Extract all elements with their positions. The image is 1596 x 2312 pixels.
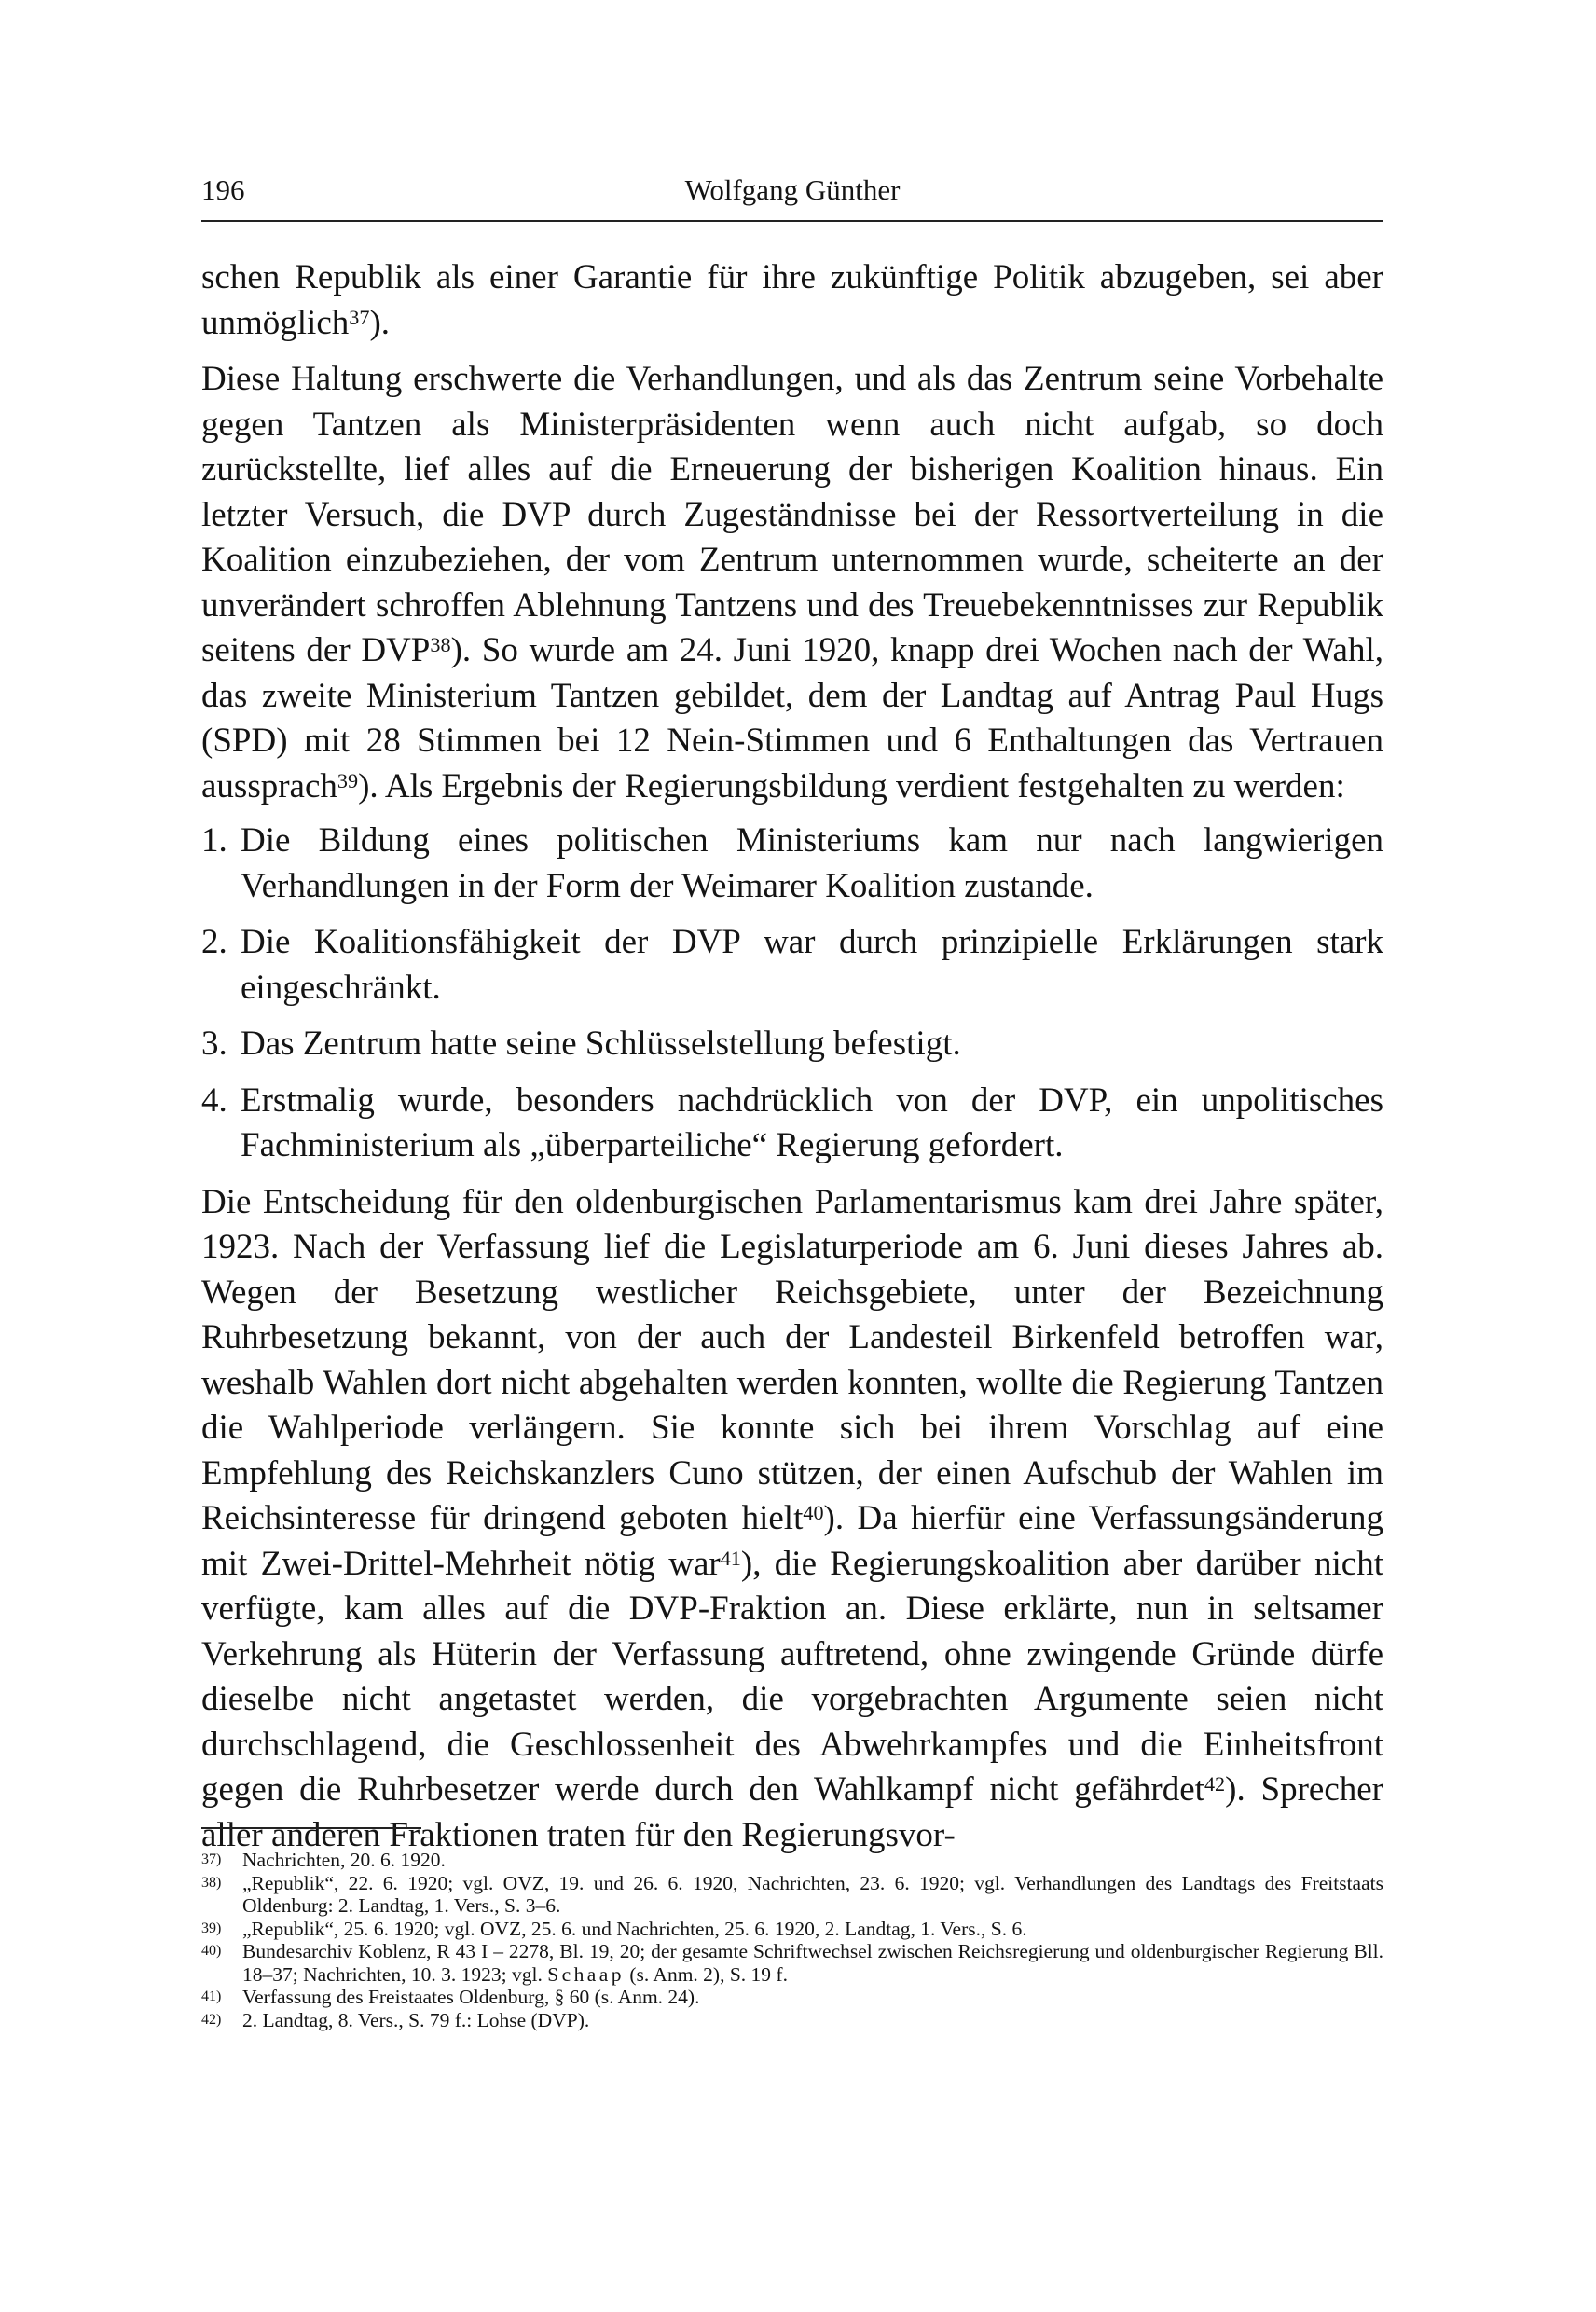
paragraph-3: [201, 1180, 1383, 1859]
footnote-text: Nachrichten, 20. 6. 1920.: [242, 1849, 446, 1871]
footnote-text: 2. Landtag, 8. Vers., S. 79 f.: Lohse (DVP).: [242, 2008, 590, 2031]
list-number: 1.: [201, 821, 227, 860]
paragraph-2-part-b: ). So wurde am 24. Juni 1920, knapp drei Wochen nach der Wahl, das zweite Ministerium Tantzen gebildet, dem der Landtag auf Antrag Paul Hugs (SPD) mit 28 Stimmen bei 12 Nein-Stimmen und 6 Enthaltungen das Vertrauen aussprach: [201, 631, 1383, 805]
footnote-37: [201, 1849, 1383, 1872]
footnote-text: „Republik“, 22. 6. 1920; vgl. OVZ, 19. und 26. 6. 1920, Nachrichten, 23. 6. 1920; vgl. Verhandlungen des Landtags des Freitstaats Oldenburg: 2. Landtag, 1. Vers., S. 3–6.: [242, 1871, 1383, 1917]
footnote-39: [201, 1918, 1383, 1941]
paragraph-3-part-a: Die Entscheidung für den oldenburgischen Parlamentarismus kam drei Jahre später, 1923. Nach der Verfassung lief die Legislaturperiode am 6. Juni dieses Jahres ab. Wegen der Besetzung westlicher Reichsgebiete, unter der Bezeichnung Ruhrbesetzung bekannt, von der auch der Landesteil Birkenfeld betroffen war, weshalb Wahlen dort nicht abgehalten werden konnten, wollte die Regierung Tantzen die Wahlperiode verlängern. Sie konnte sich bei ihrem Vorschlag auf eine Empfehlung des Reichskanzlers Cuno stützen, der einen Aufschub der Wahlen im Reichsinteresse für dringend geboten hielt: [201, 1182, 1383, 1537]
footnote-mark: 39): [201, 1920, 222, 1936]
footnote-text: Verfassung des Freistaates Oldenburg, § 60 (s. Anm. 24).: [242, 1986, 700, 2008]
list-number: 2.: [201, 923, 227, 961]
footnote-text-end: (s. Anm. 2), S. 19 f.: [624, 1962, 788, 1986]
paragraph-2-part-c: ). Als Ergebnis der Regierungsbildung verdient festgehalten zu werden:: [358, 766, 1345, 805]
footnote-ref-37[interactable]: 37: [349, 305, 370, 329]
list-text: Die Bildung eines politischen Ministeriums kam nur nach langwierigen Verhandlungen in der Form der Weimarer Koalition zustande.: [241, 821, 1383, 905]
list-item: [201, 1079, 1383, 1169]
paragraph-2: [201, 357, 1383, 809]
running-head: Wolfgang Günther: [684, 173, 901, 206]
list-text: Erstmalig wurde, besonders nachdrücklich von der DVP, ein unpolitisches Fachministerium als „überparteiliche“ Regierung gefordert.: [241, 1080, 1383, 1164]
list-item: [201, 1022, 1383, 1067]
list-number: 3.: [201, 1025, 227, 1063]
footnote-ref-40[interactable]: 40: [803, 1501, 824, 1525]
footnote-mark: 41): [201, 1989, 222, 2004]
footnote-rule: [201, 1827, 421, 1829]
list-text: Das Zentrum hatte seine Schlüsselstellung befestigt.: [241, 1025, 961, 1063]
list-number: 4.: [201, 1080, 227, 1120]
header-rule: [201, 220, 1383, 222]
paragraph-1: [201, 255, 1383, 346]
footnote-mark: 38): [201, 1874, 222, 1891]
footnote-41: [201, 1986, 1383, 2009]
paragraph-3-part-b: ). Da hierfür eine Verfassungsänderung mit Zwei-Drittel-Mehrheit nötig war: [201, 1499, 1384, 1583]
list-text: Die Koalitionsfähigkeit der DVP war durch prinzipielle Erklärungen stark eingeschränkt.: [241, 923, 1383, 1007]
paragraph-3-part-c: ), die Regierungskoalition aber darüber nicht verfügte, kam alles auf die DVP-Fraktion an. Diese erklärte, nun in seltsamer Verkehrung als Hüterin der Verfassung auftretend, ohne zwingende Gründe dürfe dieselbe nicht angetastet werden, die vorgebrachten Argumente seien nicht durchschlagend, die Geschlossenheit des Abwehrkampfes und die Einheitsfront gegen die Ruhrbesetzer werde durch den Wahlkampf nicht gefährdet: [201, 1544, 1383, 1809]
footnote-42: [201, 2009, 1383, 2032]
paragraph-3-part-d: ). Sprecher aller anderen Fraktionen traten für den Regierungsvor-: [201, 1770, 1383, 1854]
page-number: 196: [201, 173, 245, 206]
paragraph-1-end: ).: [369, 303, 391, 342]
footnote-ref-39[interactable]: 39: [337, 768, 359, 792]
body-text: [201, 255, 1383, 1858]
numbered-list: [201, 819, 1383, 1169]
footnote-mark: 42): [201, 2011, 222, 2028]
footnotes: [201, 1849, 1383, 2031]
page-header: [201, 166, 1383, 214]
footnote-text: Bundesarchiv Koblenz, R 43 I – 2278, Bl. 19, 20; der gesamte Schriftwechsel zwischen Reichsregierung und oldenburgischer Regierung Bll. 18–37; Nachrichten, 10. 3. 1923; vgl.: [242, 1940, 1383, 1986]
list-item: [201, 920, 1383, 1011]
footnote-mark: 40): [201, 1943, 222, 1959]
footnote-author: Schaap: [547, 1962, 625, 1986]
footnote-ref-42[interactable]: 42: [1204, 1772, 1226, 1796]
paragraph-1-text: schen Republik als einer Garantie für ihre zukünftige Politik abzugeben, sei aber unmöglich: [201, 258, 1383, 342]
list-item: [201, 819, 1383, 909]
footnote-ref-41[interactable]: 41: [720, 1546, 741, 1570]
footnote-38: [201, 1872, 1383, 1918]
footnote-text: „Republik“, 25. 6. 1920; vgl. OVZ, 25. 6. und Nachrichten, 25. 6. 1920, 2. Landtag, 1. Vers., S. 6.: [242, 1917, 1027, 1940]
paragraph-2-part-a: Diese Haltung erschwerte die Verhandlungen, und als das Zentrum seine Vorbehalte gegen Tantzen als Ministerpräsidenten wenn auch nicht aufgab, so doch zurückstellte, lief alles auf die Erneuerung der bisherigen Koalition hinaus. Ein letzter Versuch, die DVP durch Zugeständnisse bei der Ressortverteilung in die Koalition einzubeziehen, der vom Zentrum unternommen wurde, scheiterte an der unverändert schroffen Ablehnung Tantzens und des Treuebekenntnisses zur Republik seitens der DVP: [201, 360, 1383, 669]
footnote-ref-38[interactable]: 38: [430, 633, 451, 657]
footnote-40: [201, 1940, 1383, 1986]
footnote-mark: 37): [201, 1851, 222, 1867]
